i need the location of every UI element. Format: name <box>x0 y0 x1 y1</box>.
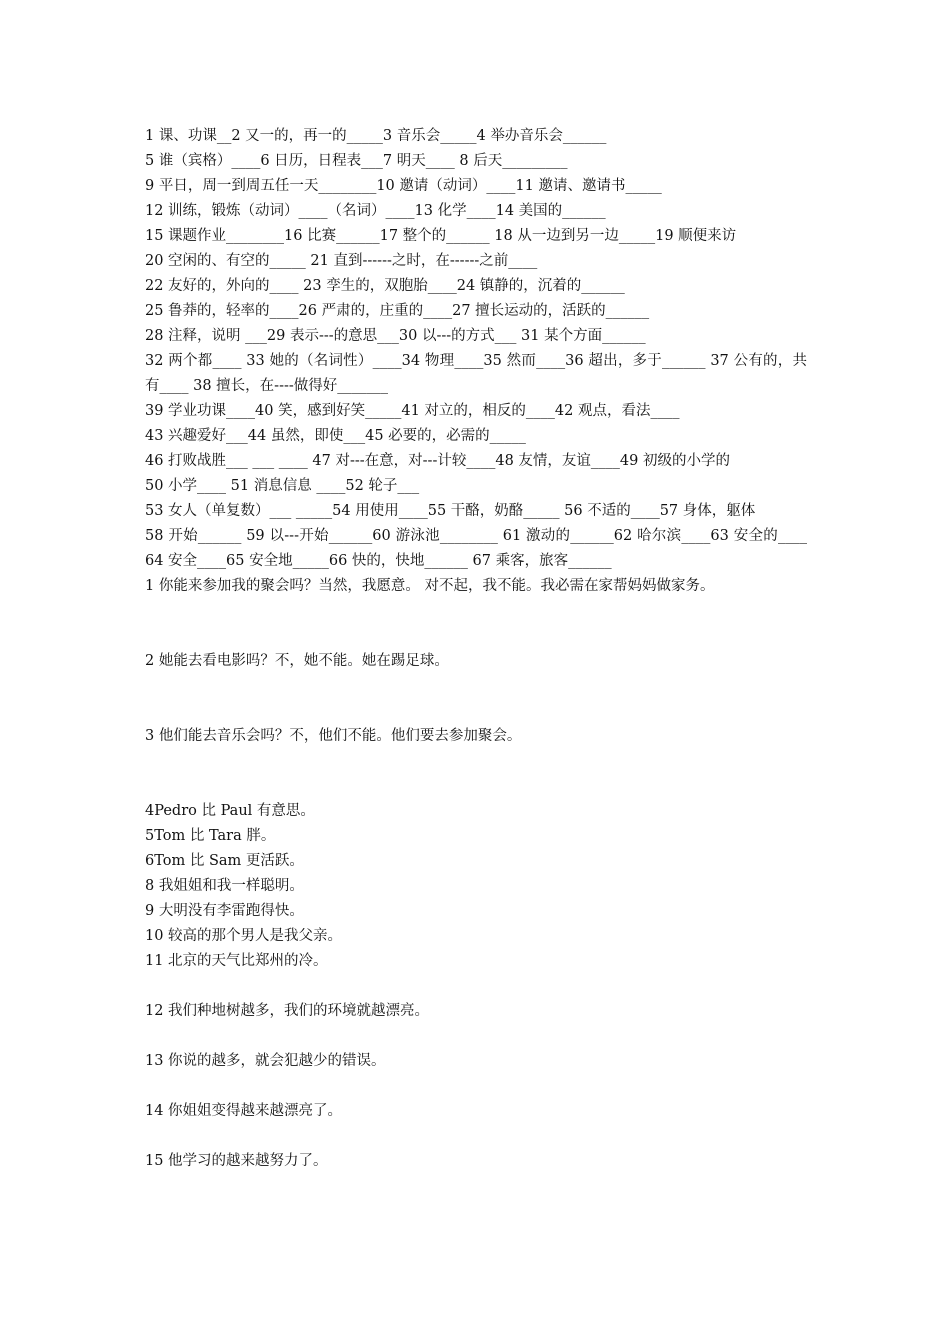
sentence-line: 3 他们能去音乐会吗？不，他们不能。他们要去参加聚会。 <box>145 728 522 744</box>
answer-space <box>145 1124 807 1149</box>
sentence-line: 11 北京的天气比郑州的冷。 <box>145 953 328 969</box>
vocab-line: 25 鲁莽的，轻率的____26 严肃的，庄重的____27 擅长运动的，活跃的______ <box>145 303 650 319</box>
document-body <box>145 124 807 1174</box>
sentence-line: 10 较高的那个男人是我父亲。 <box>145 928 343 944</box>
vocab-line: 1 课、功课__2 又一的，再一的_____3 音乐会_____4 举办音乐会______ <box>145 128 607 144</box>
sentence-line: 14 你姐姐变得越来越漂亮了。 <box>145 1103 343 1119</box>
answer-space <box>145 599 807 649</box>
vocab-line: 32 两个都____ 33 她的（名词性）____34 物理____35 然而____36 超出，多于______ 37 公有的，共有____ 38 擅长，在----做得好_______ <box>145 353 807 394</box>
answer-space <box>145 749 807 799</box>
answer-space <box>145 674 807 724</box>
answer-space <box>145 1074 807 1099</box>
vocab-line: 15 课题作业________16 比赛______17 整个的______ 18 从一边到另一边_____19 顺便来访 <box>145 228 737 244</box>
vocab-line: 46 打败战胜___ ___ ____ 47 对---在意，对---计较____48 友情，友谊____49 初级的小学的 <box>145 453 730 469</box>
vocab-line: 28 注释，说明 ___29 表示---的意思___30 以---的方式___ 31 某个方面______ <box>145 328 646 344</box>
sentence-line: 15 他学习的越来越努力了。 <box>145 1153 328 1169</box>
vocab-line: 22 友好的，外向的____ 23 孪生的，双胞胎____24 镇静的，沉着的______ <box>145 278 625 294</box>
vocab-line: 12 训练，锻炼（动词）____（名词）____13 化学____14 美国的______ <box>145 203 606 219</box>
sentence-line: 6Tom 比 Sam 更活跃。 <box>145 853 304 869</box>
vocab-line: 39 学业功课____40 笑，感到好笑_____41 对立的，相反的____42 观点，看法____ <box>145 403 680 419</box>
sentence-line: 8 我姐姐和我一样聪明。 <box>145 878 304 894</box>
answer-space <box>145 1024 807 1049</box>
vocab-line: 43 兴趣爱好___44 虽然，即使___45 必要的，必需的_____ <box>145 428 526 444</box>
vocab-line: 5 谁（宾格）____6 日历，日程表___7 明天____ 8 后天_________ <box>145 153 568 169</box>
vocab-line: 20 空闲的、有空的_____ 21 直到------之时，在------之前____ <box>145 253 538 269</box>
sentence-line: 4Pedro 比 Paul 有意思。 <box>145 803 315 819</box>
sentence-line: 13 你说的越多，就会犯越少的错误。 <box>145 1053 386 1069</box>
vocab-line: 50 小学____ 51 消息信息 ____52 轮子___ <box>145 478 420 494</box>
vocab-line: 58 开始______ 59 以---开始______60 游泳池________ 61 激动的______62 哈尔滨____63 安全的____ 64 安全____65 安全地_____66 快的，快地______ 67 乘客，旅客______ <box>145 528 807 569</box>
vocab-line: 53 女人（单复数）___ _____54 用使用____55 干酪，奶酪_____ 56 不适的____57 身体，躯体 <box>145 503 756 519</box>
sentence-line: 5Tom 比 Tara 胖。 <box>145 828 276 844</box>
sentence-line: 12 我们种地树越多，我们的环境就越漂亮。 <box>145 1003 430 1019</box>
vocab-line: 9 平日，周一到周五任一天________10 邀请（动词）____11 邀请、邀请书_____ <box>145 178 662 194</box>
sentence-line: 9 大明没有李雷跑得快。 <box>145 903 304 919</box>
sentence-line: 1 你能来参加我的聚会吗？当然，我愿意。 对不起，我不能。我必需在家帮妈妈做家务。 <box>145 578 715 594</box>
answer-space <box>145 974 807 999</box>
sentence-line: 2 她能去看电影吗？不，她不能。她在踢足球。 <box>145 653 449 669</box>
